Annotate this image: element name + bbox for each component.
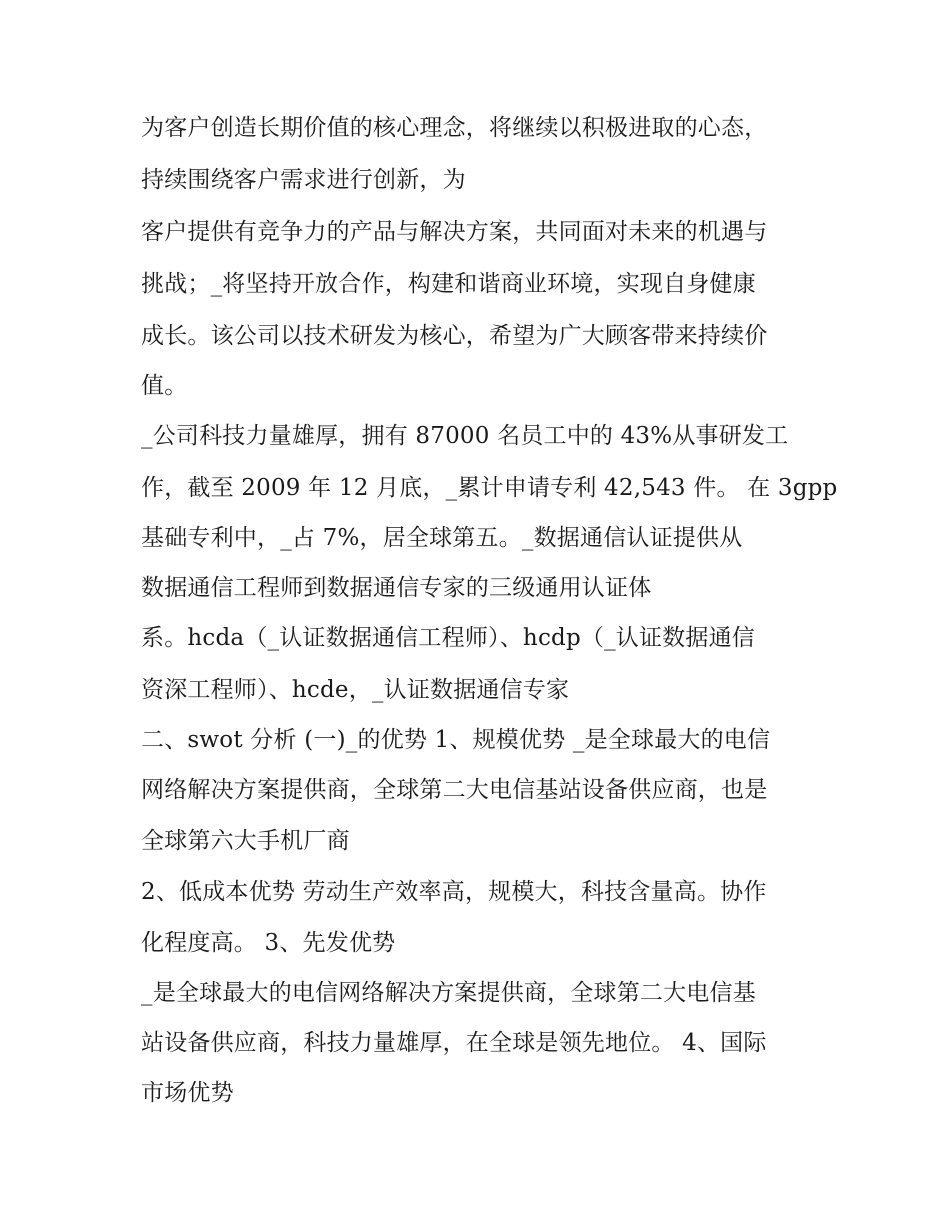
text-line: 成长。该公司以技术研发为核心，希望为广大顾客带来持续价 <box>141 323 768 349</box>
text-line: 客户提供有竞争力的产品与解决方案，共同面对未来的机遇与 <box>141 219 768 245</box>
text-line: 持续围绕客户需求进行创新，为 <box>141 167 466 193</box>
text-line: 值。 <box>141 373 188 399</box>
text-line: 全球第六大手机厂商 <box>141 828 350 854</box>
text-line: 二、swot 分析 (一)_的优势 1、规模优势 _是全球最大的电信 <box>141 727 771 753</box>
text-line: 站设备供应商，科技力量雄厚，在全球是领先地位。 4、国际 <box>141 1030 767 1056</box>
text-line: 2、低成本优势 劳动生产效率高，规模大，科技含量高。协作 <box>141 879 767 905</box>
text-line: 数据通信工程师到数据通信专家的三级通用认证体 <box>141 575 652 601</box>
text-line: 资深工程师）、hcde，_认证数据通信专家 <box>141 677 570 703</box>
text-line: _是全球最大的电信网络解决方案提供商，全球第二大电信基 <box>141 980 756 1006</box>
text-line: 市场优势 <box>141 1080 234 1106</box>
text-line: 基础专利中，_占 7%，居全球第五。_数据通信认证提供从 <box>141 525 743 551</box>
text-line: _公司科技力量雄厚，拥有 87000 名员工中的 43%从事研发工 <box>141 423 789 449</box>
text-line: 网络解决方案提供商，全球第二大电信基站设备供应商，也是 <box>141 777 768 803</box>
text-line: 挑战；_将坚持开放合作，构建和谐商业环境，实现自身健康 <box>141 271 756 297</box>
text-line: 化程度高。 3、先发优势 <box>141 930 396 956</box>
text-line: 系。hcda（_认证数据通信工程师）、hcdp（_认证数据通信 <box>141 625 755 651</box>
text-line: 作，截至 2009 年 12 月底，_累计申请专利 42,543 件。 在 3gpp <box>141 475 838 501</box>
text-line: 为客户创造长期价值的核心理念，将继续以积极进取的心态， <box>141 115 768 141</box>
